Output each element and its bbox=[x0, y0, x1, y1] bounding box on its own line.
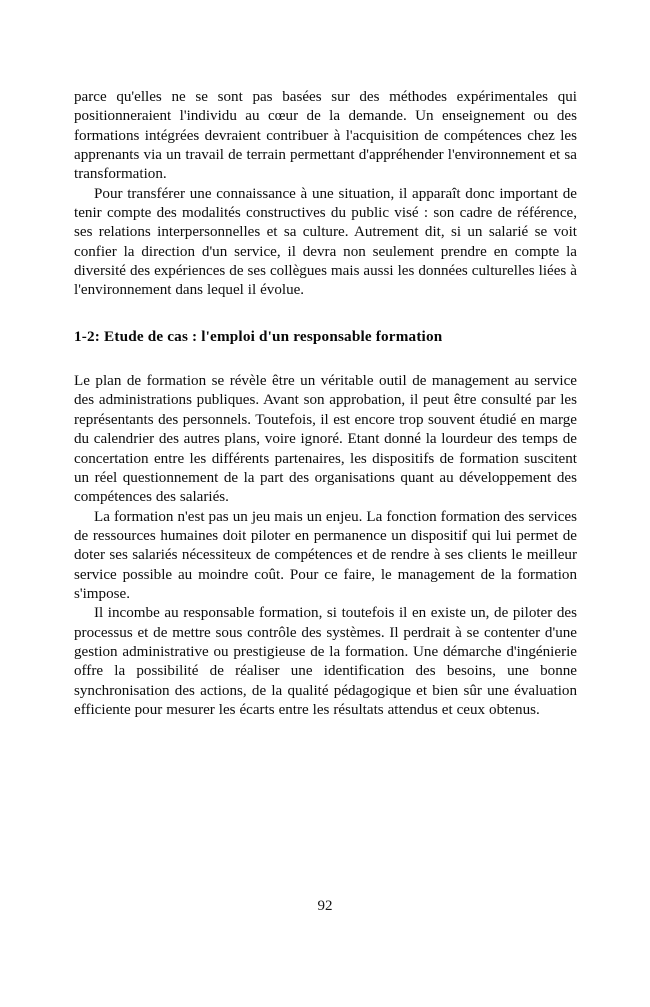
paragraph-formation-enjeu: La formation n'est pas un jeu mais un enjeu. La fonction formation des services de ressources humaines doit piloter en permanence un dispositif qui lui permet de doter ses salariés nécessiteux de compétences et de rendre à ses clients le meilleur service possible au moindre coût. Pour ce faire, le management de la formation s'impose. bbox=[74, 508, 577, 602]
spacer-below-heading bbox=[74, 346, 577, 372]
page-number: 92 bbox=[317, 898, 333, 914]
paragraph-transfert-connaissance: Pour transférer une connaissance à une situation, il apparaît donc important de tenir compte des modalités constructives du public visé : son cadre de référence, ses relations interpersonnelles et sa culture. Autrement dit, si un salarié se voit confier la direction d'un service, il devra non seulement prendre en compte la diversité des expériences de ses collègues mais aussi les données culturelles liées à l'environnement dans lequel il évolue. bbox=[74, 185, 577, 299]
paragraph-responsable-formation: Il incombe au responsable formation, si toutefois il en existe un, de piloter des processus et de mettre sous contrôle des systèmes. Il perdrait à se contenter d'une gestion administrative ou prestigieuse de la formation. Une démarche d'ingénierie offre la possibilité de réaliser une identification des besoins, une bonne synchronisation des actions, de la qualité pédagogique et bien sûr une évaluation efficiente pour mesurer les écarts entre les résultats attendus et ceux obtenus. bbox=[74, 605, 577, 718]
paragraph-continuation: parce qu'elles ne se sont pas basées sur des méthodes expérimentales qui positionneraient l'individu au cœur de la demande. Un enseignement ou des formations intégrées devraient contribuer à l'acquisition de compétences chez les apprenants via un travail de terrain permettant d'appréhender l'environnement et sa transformation. bbox=[74, 89, 577, 183]
section-heading-1-2: 1-2: Etude de cas : l'emploi d'un responsable formation bbox=[74, 327, 443, 345]
text-column bbox=[74, 88, 577, 720]
spacer-above-heading bbox=[74, 301, 577, 327]
paragraph-plan-de-formation: Le plan de formation se révèle être un véritable outil de management au service des administrations publiques. Avant son approbation, il peut être consulté par les représentants des personnels. Toutefois, il est encore trop souvent étudié en marge du calendrier des autres plans, voire ignoré. Etant donné la lourdeur des temps de concertation entre les différents partenaires, les dispositifs de formation suscitent un réel questionnement de la part des organisations quant au développement des compétences des salariés. bbox=[74, 373, 577, 506]
